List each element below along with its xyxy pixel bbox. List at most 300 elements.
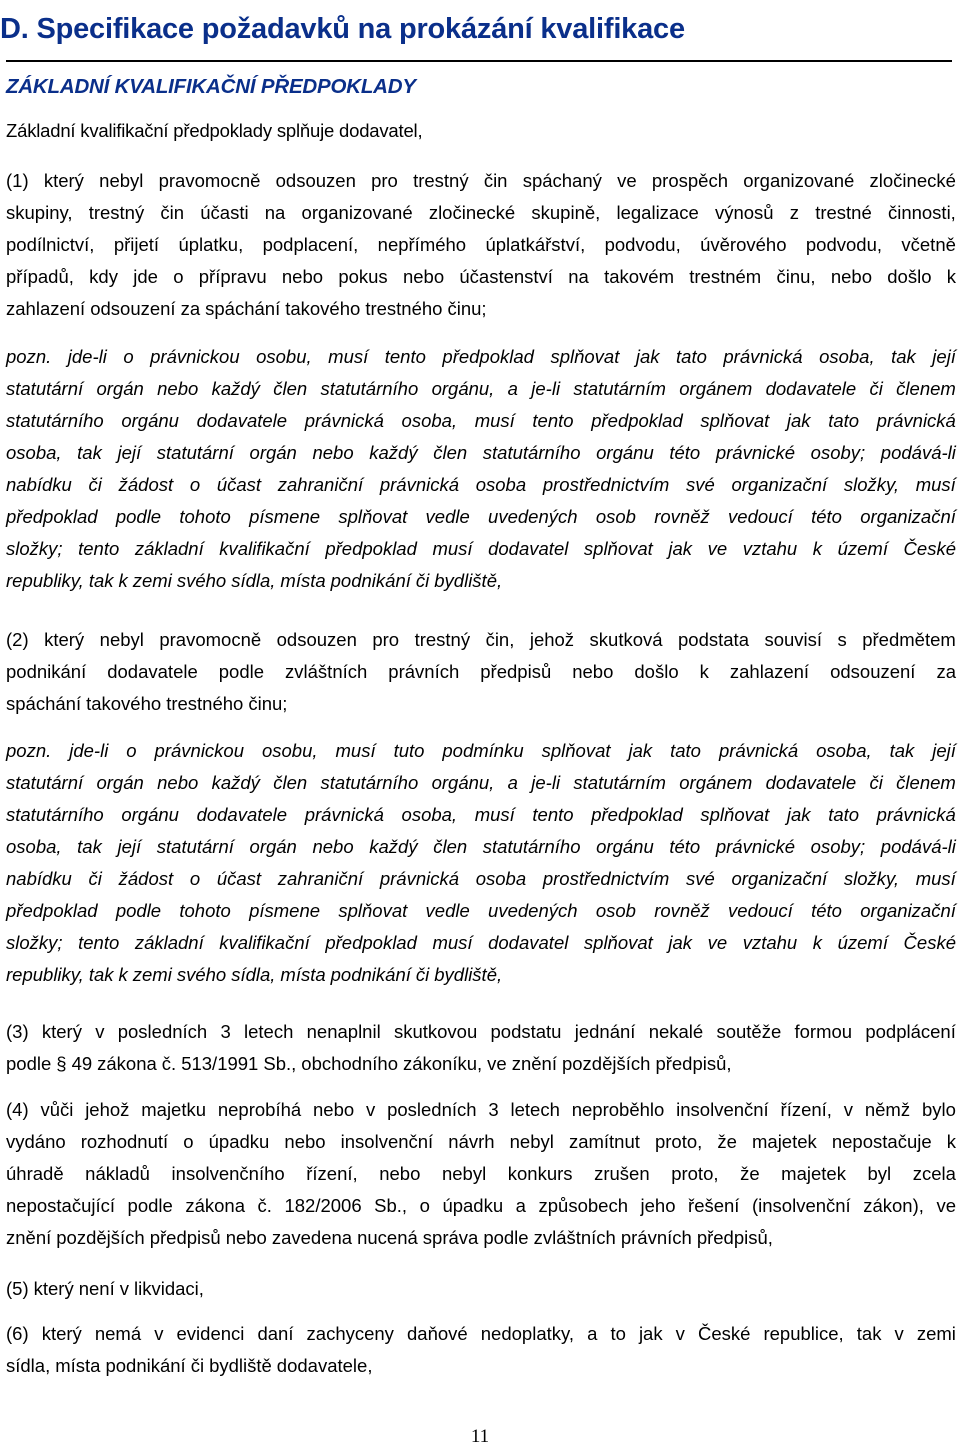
word: každý [369,836,418,857]
word: místa [280,570,326,591]
word: spáchání [205,298,281,319]
word: statutárního [482,442,581,463]
word: osoba, [819,346,875,367]
word: uvedených [488,506,578,527]
word: případů, [6,266,74,287]
word: podnikání [6,661,87,682]
word: vůči [40,1099,74,1120]
word: s [837,629,847,650]
word: že [717,1131,737,1152]
word: zákona [185,1195,245,1216]
word: osoby; [810,442,866,463]
word: zemi [916,1323,956,1344]
word: a [507,378,518,399]
word: nebo [312,442,354,463]
word: nekalé [648,1021,704,1042]
word: organizační [731,868,828,889]
word: tento [78,932,120,953]
word: musí [915,474,956,495]
word: rozhodnutí [80,1131,169,1152]
word: v [119,1278,129,1299]
word: takového [86,693,162,714]
text-line [6,735,956,767]
word: (2) [6,629,29,650]
word: daní [257,1323,294,1344]
word: k [699,661,709,682]
word: pozn. [6,740,52,761]
word: zahlazení [6,298,86,319]
word: splňovat [583,538,653,559]
text-line [6,197,956,229]
text-line [6,293,956,325]
word: organizační [860,506,956,527]
word: nebyl [99,170,144,191]
word: k [812,932,823,953]
word: k [812,538,823,559]
word: za [936,661,956,682]
word: nabídku [6,474,72,495]
word: či [88,868,102,889]
paragraph [6,1094,956,1254]
word: orgán [96,378,144,399]
word: písmene [249,900,321,921]
word: insolvenční [676,1099,769,1120]
word: 3 [488,1099,499,1120]
heading-underline [6,60,952,62]
word: či [869,772,883,793]
word: tento [532,804,574,825]
word: osob [595,900,636,921]
word: splňovat [338,506,408,527]
word: republiky, [6,964,84,985]
word: nemá [94,1323,142,1344]
word: proto, [654,1131,703,1152]
word: vztahu [742,932,798,953]
word: návrh [448,1131,495,1152]
word: podnikání [330,964,411,985]
word: pozdějších [56,1227,145,1248]
word: rovněž [654,506,710,527]
text-line [6,831,956,863]
word: člen [433,836,468,857]
word: jeho [640,1195,676,1216]
word: pravomocně [159,629,262,650]
word: právnické [715,442,796,463]
word: nebo [225,1227,267,1248]
word: uvedených [488,900,578,921]
word: nebo [402,266,445,287]
word: v [894,1323,904,1344]
word: o [123,346,134,367]
word: dodavatele [765,378,857,399]
word: tento [384,346,426,367]
word: podvodu, [805,234,883,255]
word: vedoucí [728,506,793,527]
word: zcela [912,1163,956,1184]
word: trestný [413,170,469,191]
word: nebyl [509,1131,554,1152]
word: osobu, [261,740,318,761]
word: nabídku [6,868,72,889]
word: osoba [475,474,527,495]
word: právnická [876,410,956,431]
word: činu; [248,693,288,714]
word: legalizace [616,202,699,223]
paragraph-note [6,341,956,597]
word: bydliště, [434,964,503,985]
word: zákoníku, [402,1053,483,1074]
word: jak [635,346,660,367]
word: (5) [6,1278,29,1299]
word: statutárním [573,378,666,399]
word: či [190,1355,205,1376]
word: pozn. [6,346,52,367]
text-line [6,261,956,293]
word: právnická [876,804,956,825]
word: statutárním [573,772,666,793]
word: skupiny, [6,202,73,223]
text-line [6,1222,956,1254]
word: jde-li [67,346,107,367]
text-line [6,1350,956,1382]
word: přípravu [198,266,267,287]
text-line [6,799,956,831]
word: musí [432,538,473,559]
word: osoba, [401,804,458,825]
word: osoby; [810,836,866,857]
word: bydliště, [434,570,503,591]
word: likvidaci, [133,1278,204,1299]
word: došlo [634,661,679,682]
word: ve [487,1053,507,1074]
lead-sentence: Základní kvalifikační předpoklady splňuje dodavatel, [6,120,423,141]
word: č. [161,1053,177,1074]
word: vydáno [6,1131,66,1152]
word: k [946,266,956,287]
word: osoba [475,868,527,889]
paragraph [6,1016,956,1080]
word: tento [532,410,574,431]
word: místa [280,964,326,985]
word: vedle [425,900,470,921]
word: trestný [88,202,145,223]
word: statutární [156,442,234,463]
word: tato [670,740,701,761]
subheading: ZÁKLADNÍ KVALIFIKAČNÍ PŘEDPOKLADY [6,75,416,98]
word: organizované [301,202,413,223]
text-line [6,405,956,437]
paragraph [6,165,956,325]
word: který [33,1278,74,1299]
word: který [43,170,84,191]
word: zločinecké [428,202,516,223]
word: na [568,266,589,287]
word: území [837,538,888,559]
word: nebo [157,772,199,793]
word: orgánu, [431,772,495,793]
word: podplácení [865,1021,956,1042]
word: posledních [117,1021,208,1042]
word: nebyl [99,629,144,650]
word: místa [55,1355,101,1376]
text-line [6,895,956,927]
word: úplatku, [178,234,244,255]
word: orgánu [596,836,654,857]
text-line [6,341,956,373]
word: soutěže [716,1021,782,1042]
word: zavedena [271,1227,353,1248]
word: skutkovou [393,1021,478,1042]
word: dodavatele, [276,1355,373,1376]
word: dodavatel [488,932,569,953]
word: orgánem [679,772,753,793]
word: sídla, [231,964,276,985]
word: zemi [132,964,172,985]
word: či [88,474,102,495]
word: složky, [843,868,900,889]
word: splňovat [583,932,653,953]
text-line [6,927,956,959]
word: podstata [678,629,749,650]
word: území [837,932,888,953]
word: o [183,1131,194,1152]
word: dodavatele [107,661,198,682]
word: podvodu, [604,234,681,255]
word: činnosti, [887,202,956,223]
word: skupině, [531,202,601,223]
word: orgán [96,772,144,793]
word: podnikání [105,1355,186,1376]
word: nedoplatky, [480,1323,575,1344]
word: němž [864,1099,911,1120]
text-line [6,767,956,799]
word: 182/2006 [284,1195,362,1216]
text-line [6,501,956,533]
text-line [6,1048,956,1080]
word: v [154,1323,164,1344]
word: orgánu [121,804,179,825]
word: tak [88,570,114,591]
text-line [6,1158,956,1190]
word: že [740,1163,760,1184]
word: složky, [843,474,900,495]
word: kvalifikační [219,932,310,953]
word: bydliště [209,1355,272,1376]
word: trestný [414,629,471,650]
word: správa [422,1227,479,1248]
word: vztahu [742,538,798,559]
word: úpadku [208,1131,270,1152]
word: 3 [220,1021,231,1042]
text-line [6,1190,956,1222]
word: tato [828,804,860,825]
word: nebo [572,661,614,682]
word: svého [176,964,227,985]
word: 513/1991 [181,1053,259,1074]
word: podstatu [490,1021,562,1042]
word: republiky, [6,570,84,591]
word: pro [371,170,398,191]
word: tohoto [179,506,231,527]
word: zločinecké [869,170,956,191]
word: České [697,1323,751,1344]
word: právnická [379,474,460,495]
word: trestné [815,202,872,223]
word: letech [510,1099,560,1120]
word: Sb., [263,1053,297,1074]
word: musí [474,804,515,825]
word: (6) [6,1323,29,1344]
word: předpisů [480,661,552,682]
word: 49 [71,1053,93,1074]
word: tak [88,964,114,985]
text-line [6,1273,956,1305]
text-line [6,469,956,501]
word: či [415,570,430,591]
word: neproběhlo [571,1099,665,1120]
word: vedoucí [728,900,793,921]
word: přijetí [113,234,160,255]
word: řízení, [780,1099,832,1120]
word: splňovat [700,410,770,431]
word: tak [77,836,102,857]
word: skutková [589,629,663,650]
word: právnickou [154,740,245,761]
word: republice, [763,1323,844,1344]
word: nenaplnil [306,1021,381,1042]
word: ve [617,170,637,191]
text-line [6,656,956,688]
word: daňové [407,1323,468,1344]
word: své [686,868,715,889]
word: žádost [118,868,174,889]
word: za [180,298,201,319]
word: (1) [6,170,29,191]
word: insolvenční [340,1131,434,1152]
word: došlo [887,266,932,287]
word: v [366,1099,376,1120]
word: zvláštních [285,661,368,682]
text-line [6,624,956,656]
word: proto, [671,1163,719,1184]
word: podle [115,900,162,921]
word: její [932,346,956,367]
word: zákon), [863,1195,924,1216]
word: základní [134,538,204,559]
word: odsouzen [275,170,356,191]
word: nebo [157,378,199,399]
word: jak [668,538,693,559]
word: majetku [141,1099,207,1120]
word: nákladů [85,1163,150,1184]
word: rovněž [654,900,710,921]
word: statutárního [6,410,104,431]
word: předpoklad [442,346,534,367]
text-line [6,863,956,895]
word: právnická [723,346,803,367]
word: takového [285,298,361,319]
word: jak [786,804,811,825]
word: a [507,772,518,793]
word: zachyceny [306,1323,394,1344]
word: nucená [357,1227,418,1248]
word: tak [891,346,916,367]
word: nepřímého [377,234,467,255]
word: nepostačuje [831,1131,932,1152]
word: této [811,506,842,527]
word: čin [483,170,508,191]
word: podle [218,661,265,682]
text-line [6,1016,956,1048]
word: musí [335,740,376,761]
word: splňovat [550,346,620,367]
word: pokus [338,266,388,287]
word: tak [856,1323,882,1344]
word: orgán [249,836,297,857]
word: a [515,1195,526,1216]
section-heading: D. Specifikace požadavků na prokázání kvalifikace [0,13,685,45]
word: účast [216,868,262,889]
word: obchodního [301,1053,398,1074]
word: zemi [132,570,172,591]
word: nepostačující [6,1195,116,1216]
word: prostřednictvím [542,868,670,889]
word: ve [707,932,728,953]
word: trestném [689,266,762,287]
word: statutárního [320,378,419,399]
word: osoba, [6,442,62,463]
word: jak [668,932,693,953]
word: osoba, [6,836,62,857]
word: statutárního [482,836,581,857]
word: nebo [284,1131,326,1152]
word: předpoklad [325,538,417,559]
word: k [946,1131,956,1152]
word: podnikání [330,570,411,591]
word: úhradě [6,1163,64,1184]
paragraph [6,1273,956,1305]
paragraph [6,624,956,720]
word: byl [867,1163,892,1184]
word: statutárního [6,804,104,825]
text-line [6,959,956,991]
word: odsouzen [276,629,357,650]
word: organizované [743,170,855,191]
word: České [903,932,956,953]
word: a [587,1323,598,1344]
word: posledních [387,1099,477,1120]
word: tuto [393,740,425,761]
word: který [41,1323,82,1344]
word: právních [620,1227,692,1248]
word: účastenství [459,266,553,287]
word: tato [828,410,860,431]
word: orgánem [679,378,753,399]
word: (4) [6,1099,29,1120]
word: majetek [781,1163,846,1184]
word: její [117,442,142,463]
word: dodavatel [488,538,569,559]
word: je-li [531,772,561,793]
word: předmětem [862,629,956,650]
word: jehož [85,1099,130,1120]
word: trestného [365,298,443,319]
word: musí [474,410,515,431]
word: zvláštních [533,1227,616,1248]
word: úvěrového [700,234,787,255]
text-line [6,1126,956,1158]
word: kvalifikační [219,538,310,559]
